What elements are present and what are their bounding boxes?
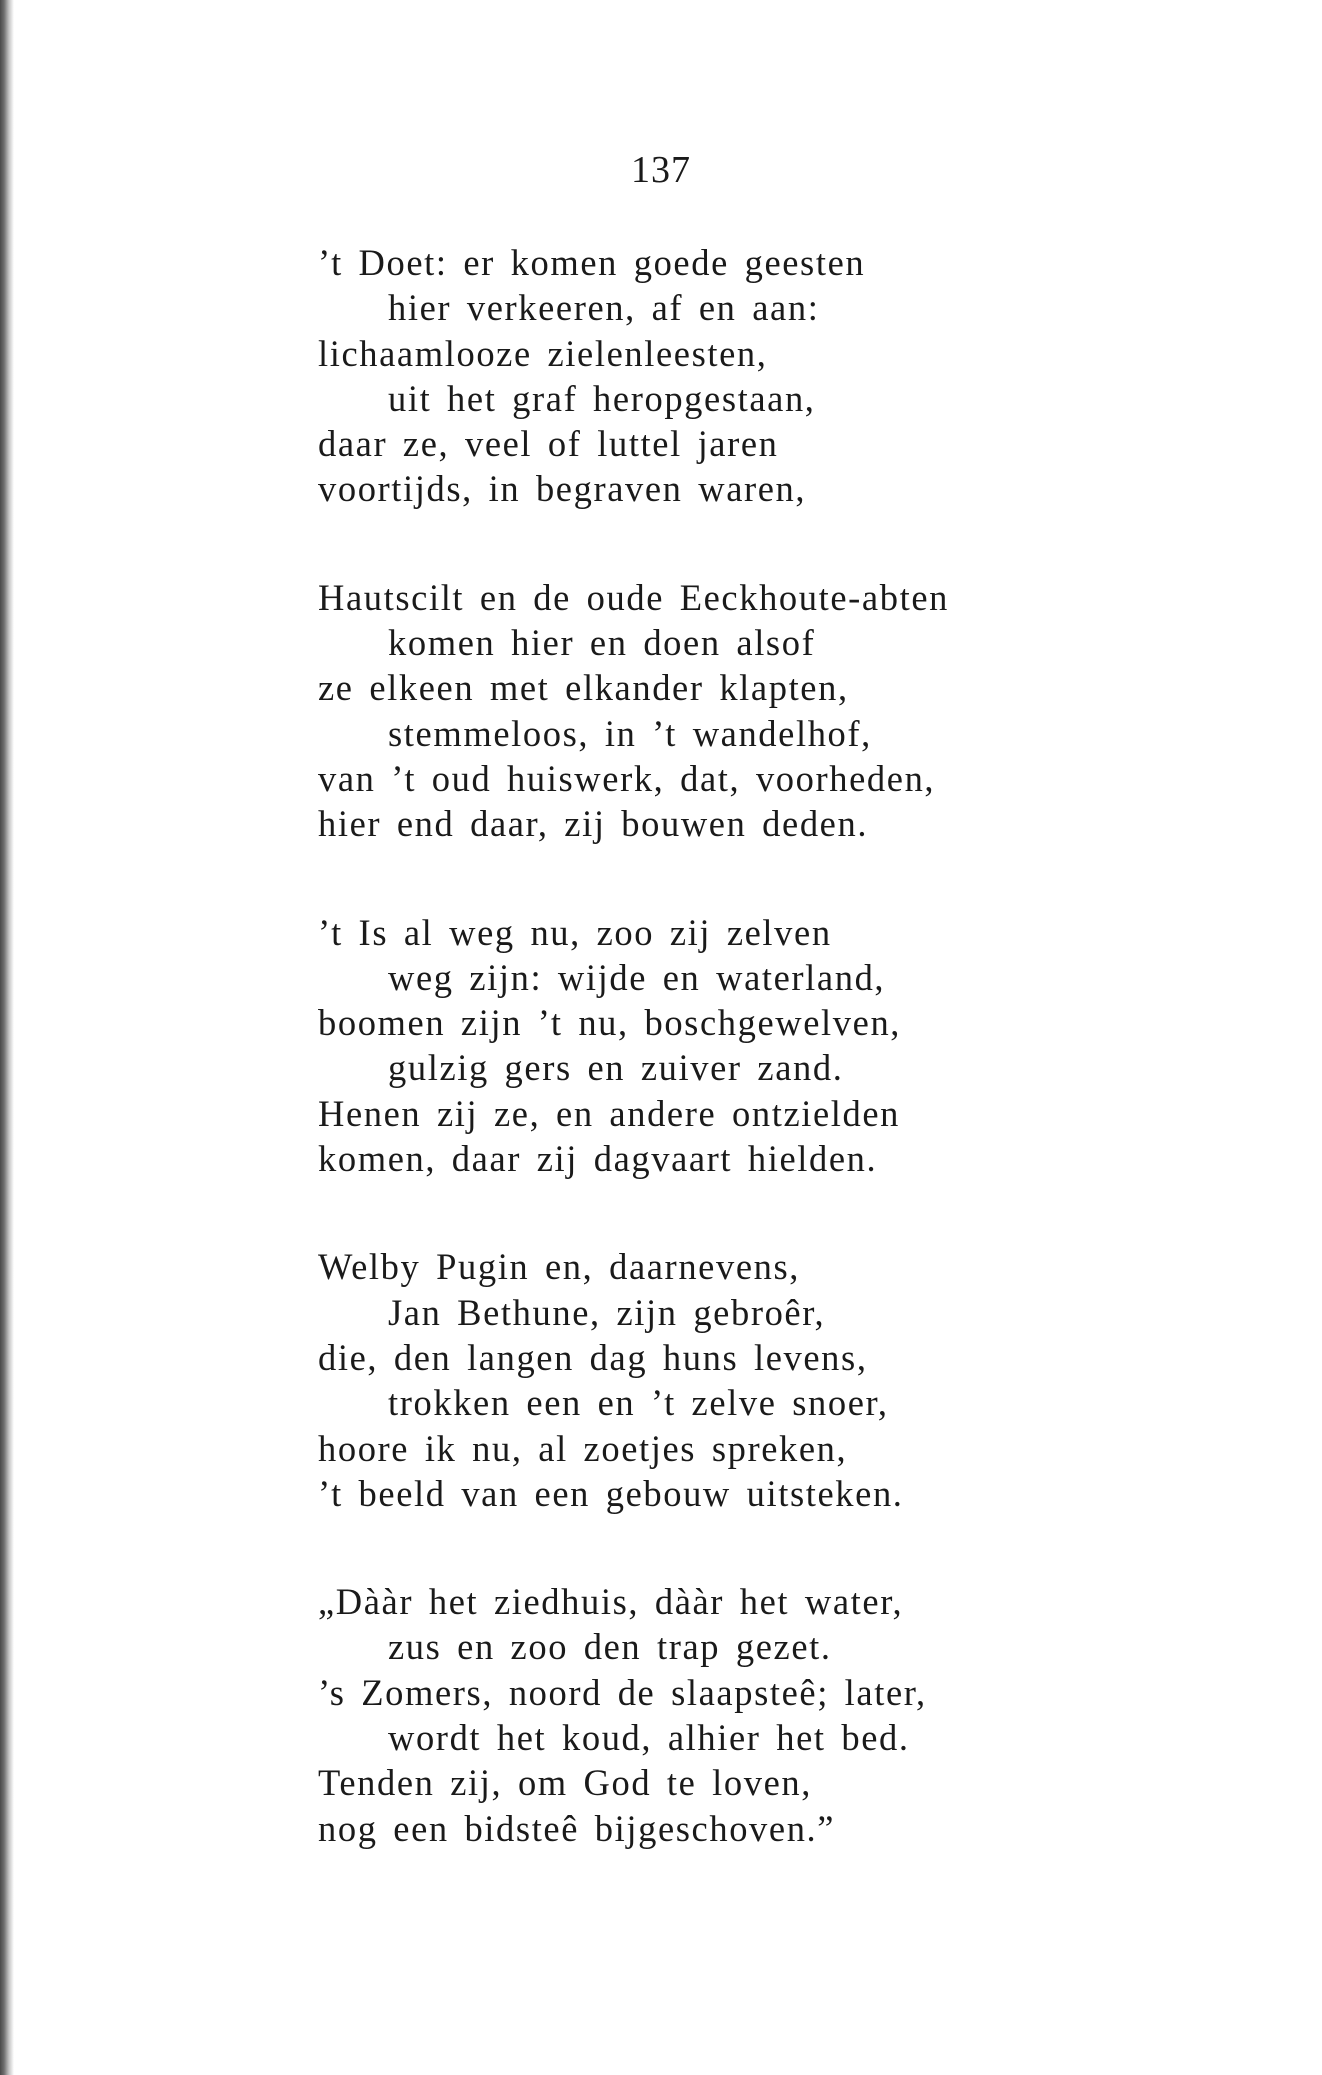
poem-line: hier verkeeren, af en aan: <box>388 287 820 329</box>
poem-line: weg zijn: wijde en waterland, <box>388 956 886 998</box>
poem-line: uit het graf heropgestaan, <box>388 377 816 419</box>
poem-line: Tenden zij, om God te loven, <box>318 1762 812 1804</box>
poem-line: Hautscilt en de oude Eeckhoute-abten <box>318 576 949 618</box>
poem-line: zus en zoo den trap gezet. <box>388 1626 832 1668</box>
poem-line: Jan Bethune, zijn gebroêr, <box>388 1291 826 1333</box>
poem-line: „Dààr het ziedhuis, dààr het water, <box>318 1581 904 1623</box>
scan-binding-edge <box>0 0 14 2075</box>
poem-line: ’t Doet: er komen goede geesten <box>318 242 866 283</box>
poem-line: wordt het koud, alhier het bed. <box>388 1717 910 1759</box>
poem-line: gulzig gers en zuiver zand. <box>388 1047 844 1089</box>
poem-line: ze elkeen met elkander klapten, <box>318 667 849 709</box>
poem-line: komen, daar zij dagvaart hielden. <box>318 1138 878 1180</box>
stanza <box>318 575 1278 847</box>
stanza <box>318 1244 1278 1516</box>
poem-line: hoore ik nu, al zoetjes spreken, <box>318 1427 848 1469</box>
poem-line: daar ze, veel of luttel jaren <box>318 423 779 465</box>
poem-line: ’t beeld van een gebouw uitsteken. <box>318 1472 904 1514</box>
poem-line: Welby Pugin en, daarnevens, <box>318 1246 800 1288</box>
poem-line: nog een bidsteê bijgeschoven.” <box>318 1807 836 1849</box>
poem-line: stemmeloos, in ’t wandelhof, <box>388 712 872 754</box>
stanza <box>318 910 1278 1182</box>
stanza <box>318 240 1278 512</box>
poem-line: komen hier en doen alsof <box>388 622 816 664</box>
stanza <box>318 1579 1278 1851</box>
poem-line: boomen zijn ’t nu, boschgewelven, <box>318 1002 902 1044</box>
poem-line: ’t Is al weg nu, zoo zij zelven <box>318 911 832 953</box>
poem <box>318 240 1278 1914</box>
poem-line: voortijds, in begraven waren, <box>318 468 807 510</box>
poem-line: Henen zij ze, en andere ontzielden <box>318 1092 901 1134</box>
poem-line: trokken een en ’t zelve snoer, <box>388 1382 889 1424</box>
poem-line: lichaamlooze zielenleesten, <box>318 332 768 374</box>
page-number: 137 <box>631 149 691 191</box>
poem-line: die, den langen dag huns levens, <box>318 1336 868 1378</box>
poem-line: hier end daar, zij bouwen deden. <box>318 803 869 845</box>
poem-line: ’s Zomers, noord de slaapsteê; later, <box>318 1671 927 1713</box>
poem-line: van ’t oud huiswerk, dat, voorheden, <box>318 757 936 799</box>
